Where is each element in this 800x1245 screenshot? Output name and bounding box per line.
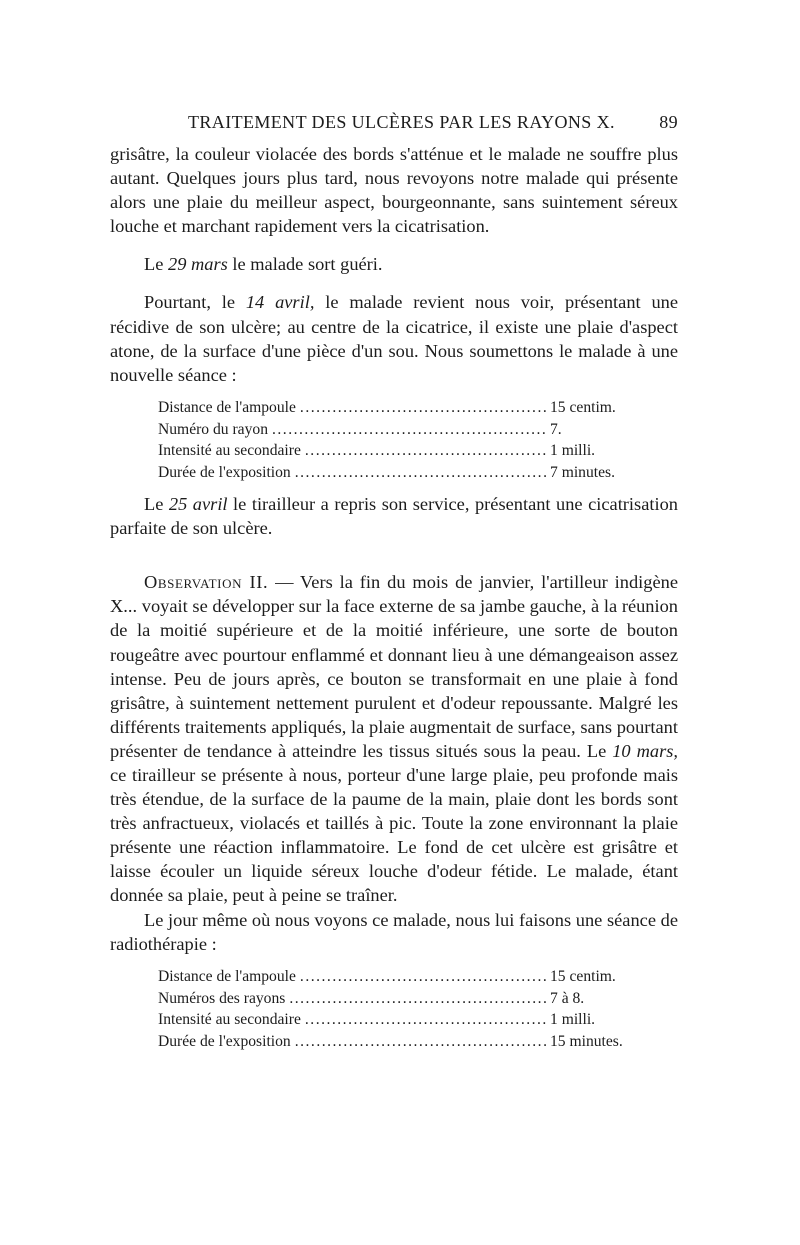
running-header bbox=[110, 112, 678, 142]
settings-table-1 bbox=[158, 397, 642, 484]
date-29-mars: 29 mars bbox=[168, 254, 228, 275]
paragraph-observation-ii: Observation II. — Vers la fin du mois de janvier, l'artilleur indigène X... voyait se développer sur la face externe de sa jambe gauche, à la réunion de la moitié supérieure et de la moitié inférieure, une sorte de bouton rougeâtre avec pourtour enflammé et donnant lieu à une démangeaison assez intense. Peu de jours après, ce bouton se transformait en une plaie à fond grisâtre, à suintement nettement purulent et d'odeur repoussante. Malgré les différents traitements appliqués, la plaie augmentait de surface, sans pourtant présenter de tendance à atteindre les tissus situés sous la peau. Le 10 mars, ce tirailleur se présente à nous, porteur d'une large plaie, peu profonde mais très étendue, de la surface de la paume de la main, plaie dont les bords sont très anfractueux, violacés et taillés à pic. Toute la zone environnant la plaie présente une réaction inflammatoire. Le fond de cet ulcère est grisâtre et laisse écouler un liquide séreux louche d'odeur fétide. Le malade, étant donnée sa plaie, peut à peine se traîner. bbox=[110, 572, 678, 906]
paragraph-3: Pourtant, le 14 avril, le malade revient nous voir, présentant une récidive de son ulcère; au centre de la cicatrice, il existe une plaie d'aspect atone, de la surface d'une pièce d'un sou. Nous soumettons le malade à une nouvelle séance : bbox=[110, 292, 679, 385]
paragraph-1: grisâtre, la couleur violacée des bords s'atténue et le malade ne souffre plus autant. Quelques jours plus tard, nous revoyons notre malade qui présente alors une plaie du meilleur aspect, bourgeonnante, sans suintement séreux louche et marchant rapidement vers la cicatrisation. bbox=[110, 144, 678, 237]
page-number: 89 bbox=[659, 112, 678, 132]
paragraph-4: Le 25 avril le tirailleur a repris son service, présentant une cicatrisation parfaite de son ulcère. bbox=[110, 494, 678, 539]
table-row: Intensité au secondaire ..... 1 milli. bbox=[158, 1009, 642, 1031]
paragraph-2: Le 29 mars le malade sort guéri. bbox=[144, 254, 383, 275]
table-row: Intensité au secondaire ..... 1 milli. bbox=[158, 440, 642, 462]
table-row: Durée de l'exposition ..... 15 minutes. bbox=[158, 1031, 642, 1053]
date-25-avril: 25 avril bbox=[168, 494, 228, 515]
date-10-mars: 10 mars, bbox=[612, 740, 678, 761]
paragraph-6: Le jour même où nous voyons ce malade, nous lui faisons une séance de radiothérapie : bbox=[110, 909, 678, 954]
date-14-avril: 14 avril, bbox=[245, 292, 315, 313]
table-row: Distance de l'ampoule ..... 15 centim. bbox=[158, 397, 642, 419]
table-row: Numéro du rayon ..... 7. bbox=[158, 419, 642, 441]
document-page bbox=[110, 112, 678, 1061]
table-row: Durée de l'exposition ..... 7 minutes. bbox=[158, 462, 642, 484]
table-row: Numéros des rayons ..... 7 à 8. bbox=[158, 988, 642, 1010]
observation-heading: Observation II. bbox=[144, 572, 269, 593]
running-title: TRAITEMENT DES ULCÈRES PAR LES RAYONS X. bbox=[188, 112, 615, 132]
settings-table-2 bbox=[158, 966, 642, 1053]
table-row: Distance de l'ampoule ..... 15 centim. bbox=[158, 966, 642, 988]
